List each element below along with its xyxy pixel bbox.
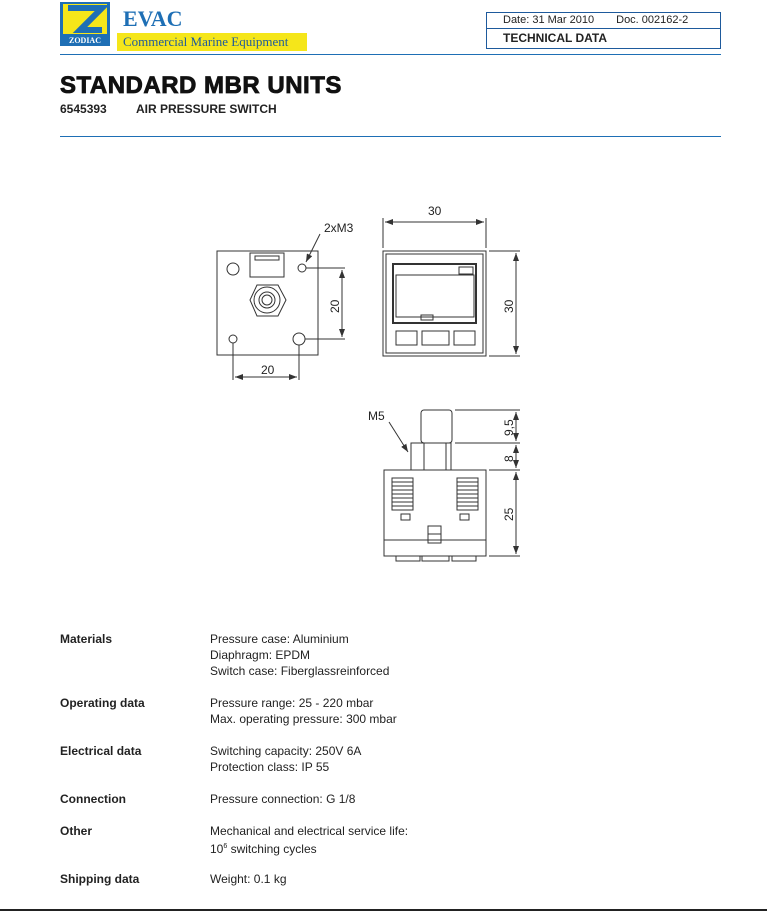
spec-label: Electrical data xyxy=(60,744,142,758)
spec-value: Pressure case: Aluminium Diaphragm: EPDM Switch case: Fiberglassreinforced xyxy=(210,632,390,678)
doc-type: TECHNICAL DATA xyxy=(503,31,607,45)
dim-fitting: 9,5 xyxy=(502,419,516,436)
doc-date: Date: 31 Mar 2010 xyxy=(503,14,595,26)
front-view xyxy=(383,218,520,356)
back-view xyxy=(217,234,345,380)
dim-nut: 8 xyxy=(502,455,516,462)
brand-name: EVAC xyxy=(123,6,183,31)
page-title: STANDARD MBR UNITS xyxy=(60,72,342,99)
label-2xm3: 2xM3 xyxy=(324,221,354,235)
dim-width: 30 xyxy=(428,204,442,218)
dim-hole-spacing-v: 20 xyxy=(328,299,342,313)
spec-label: Shipping data xyxy=(60,872,140,886)
dim-height: 30 xyxy=(502,299,516,313)
part-number: 6545393 xyxy=(60,102,107,116)
brand-tagline: Commercial Marine Equipment xyxy=(117,33,307,51)
spec-label: Connection xyxy=(60,792,126,806)
spec-value: Switching capacity: 250V 6A Protection class: IP 55 xyxy=(210,744,362,774)
spec-label: Other xyxy=(60,824,93,838)
dim-hole-spacing-h: 20 xyxy=(261,363,275,377)
spec-value: Mechanical and electrical service life: $10^6$ switching cycles xyxy=(210,824,409,856)
footer-divider xyxy=(0,909,767,911)
spec-label: Materials xyxy=(60,632,113,646)
svg-text:ZODIAC: ZODIAC xyxy=(68,36,102,45)
part-name: AIR PRESSURE SWITCH xyxy=(136,102,277,116)
spec-value: Weight: 0.1 kg xyxy=(210,872,287,886)
label-m5: M5 xyxy=(368,409,385,423)
spec-label: Operating data xyxy=(60,696,145,710)
side-view xyxy=(384,410,520,561)
spec-value: Pressure connection: G 1/8 xyxy=(210,792,356,806)
doc-number: Doc. 002162-2 xyxy=(616,14,689,26)
spec-value: Pressure range: 25 - 220 mbar Max. operating pressure: 300 mbar xyxy=(210,696,397,726)
dim-body: 25 xyxy=(502,507,516,521)
